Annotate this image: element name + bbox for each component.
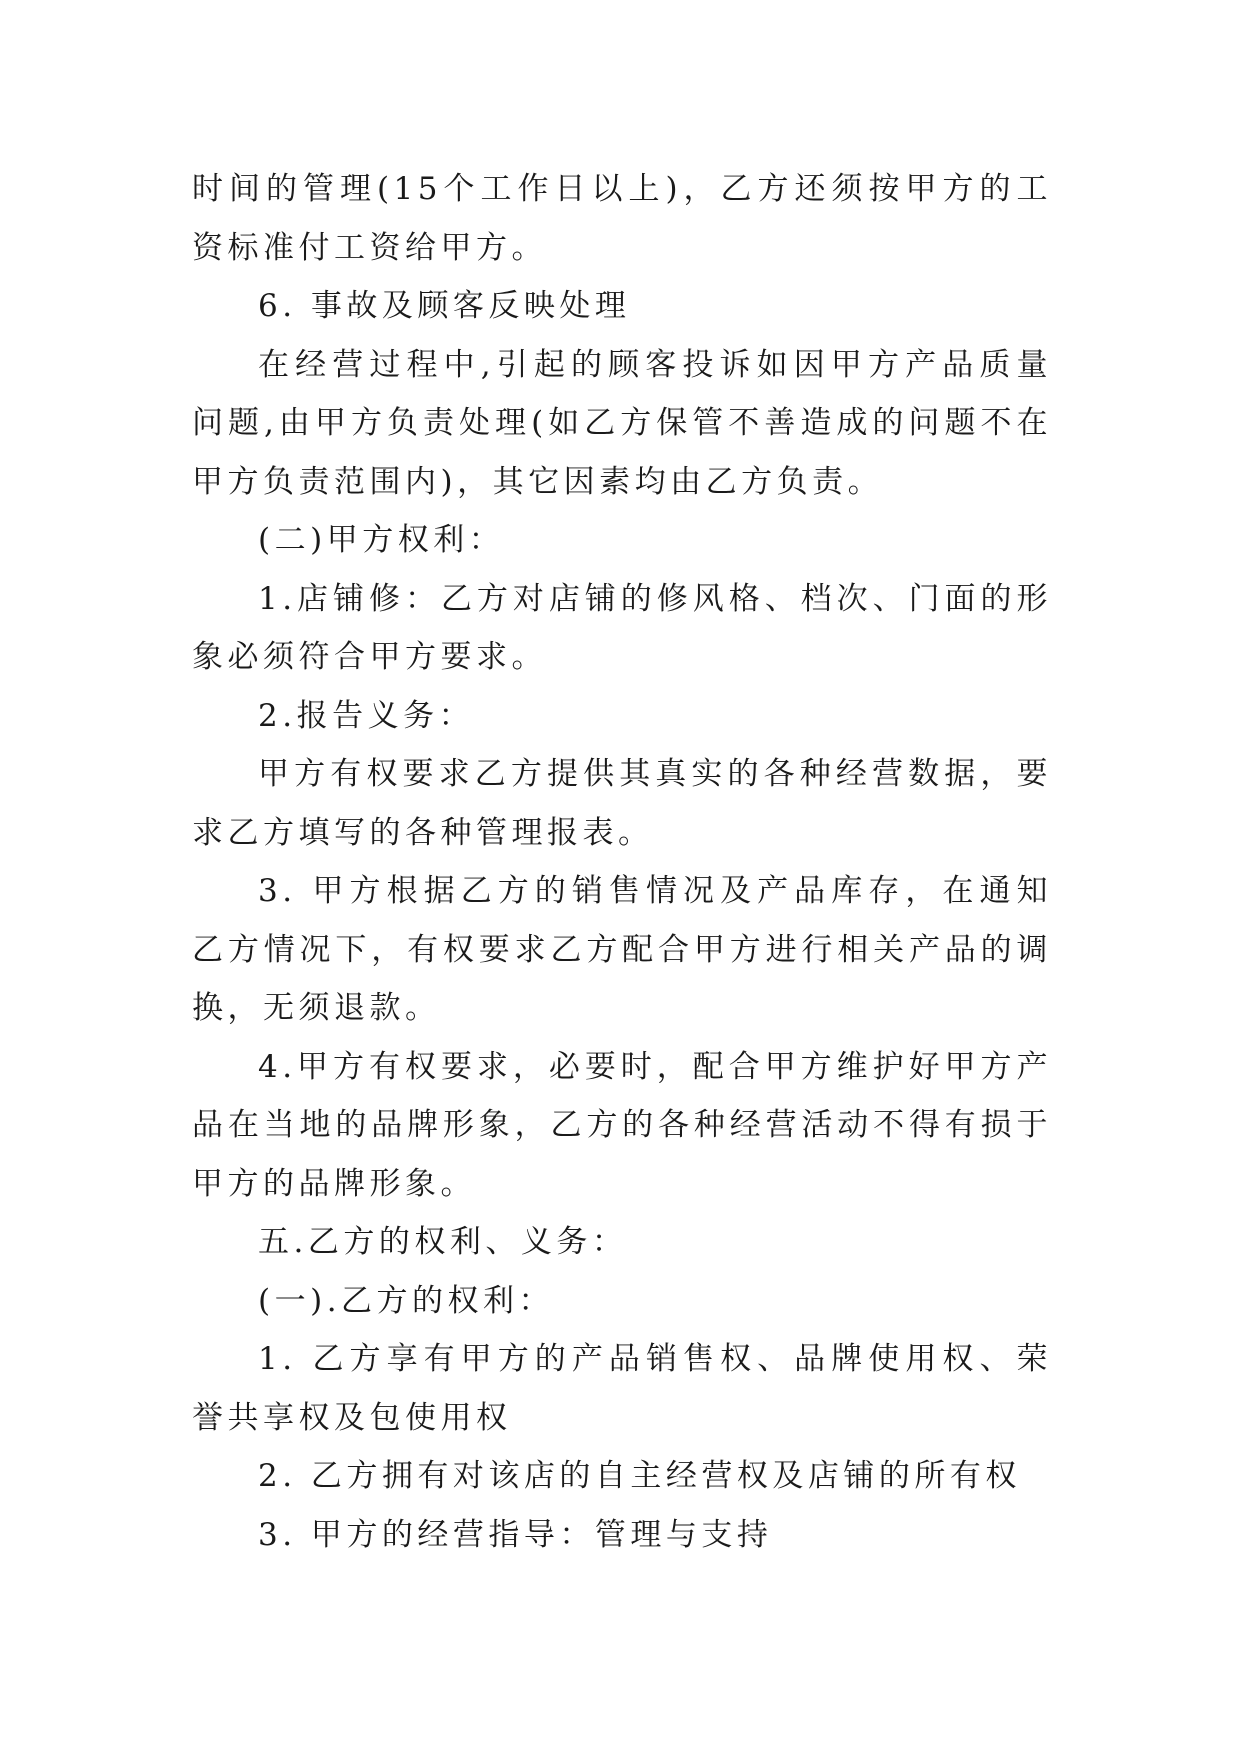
paragraph-9: 4.甲方有权要求，必要时，配合甲方维护好甲方产品在当地的品牌形象，乙方的各种经营活动不得有损于甲方的品牌形象。	[192, 1048, 1052, 1202]
paragraph-5: 1.店铺修：乙方对店铺的修风格、档次、门面的形象必须符合甲方要求。	[192, 580, 1052, 675]
paragraph-12: 1. 乙方享有甲方的产品销售权、品牌使用权、荣誉共享权及包使用权	[192, 1341, 1052, 1436]
paragraph-7: 甲方有权要求乙方提供其真实的各种经营数据，要求乙方填写的各种管理报表。	[192, 756, 1052, 851]
paragraph-14: 3. 甲方的经营指导：管理与支持	[258, 1516, 773, 1553]
paragraph-2: 6. 事故及顾客反映处理	[258, 288, 631, 324]
paragraph-13: 2. 乙方拥有对该店的自主经营权及店铺的所有权	[258, 1458, 1021, 1494]
paragraph-4: (二)甲方权利：	[258, 522, 505, 558]
paragraph-1: 时间的管理(15个工作日以上)，乙方还须按甲方的工资标准付工资给甲方。	[192, 171, 1052, 266]
paragraph-6: 2.报告义务：	[258, 697, 475, 734]
paragraph-8: 3. 甲方根据乙方的销售情况及产品库存，在通知乙方情况下，有权要求乙方配合甲方进行相关产品的调换，无须退款。	[192, 873, 1052, 1026]
paragraph-3: 在经营过程中,引起的顾客投诉如因甲方产品质量问题,由甲方负责处理(如乙方保管不善造成的问题不在甲方负责范围内)，其它因素均由乙方负责。	[192, 346, 1052, 500]
paragraph-10: 五.乙方的权利、义务：	[258, 1224, 628, 1260]
paragraph-11: (一).乙方的权利：	[258, 1282, 555, 1319]
document-body	[192, 160, 1052, 1564]
